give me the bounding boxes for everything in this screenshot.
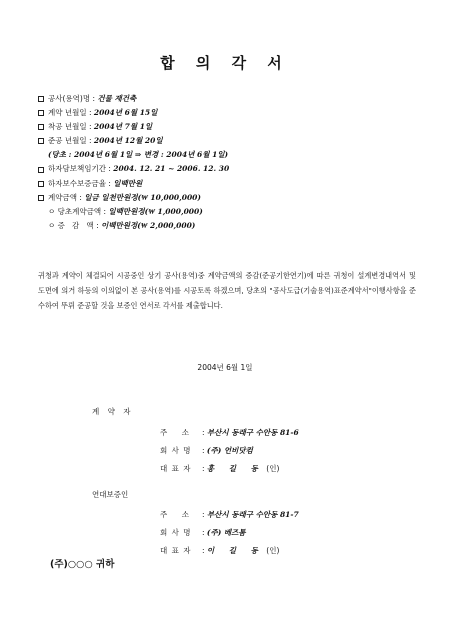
pledge-paragraph: 귀청과 계약이 체결되어 시공중인 상기 공사(용역)중 계약금액의 증감(준공기한연기)에 따른 귀청이 설계변경내역서 및 도면에 의거 하등의 이의없이 본 공사(용역)를 시공토록 하겠으며, 당초의 "공사도급(기술용역)표준계약서"이행사항을 준수하여 뚜뤼 준공할 것을 보증인 연서로 각서를 제출합니다.: [38, 271, 416, 310]
item-label: 하자담보책임기간: [48, 164, 106, 174]
field-label: 회 사 명: [160, 528, 192, 537]
note-text: (당초 : 2004년 6월 1일 ⇒ 변경 : 2004년 6월 1일): [48, 150, 229, 160]
field-label: 대 표 자: [160, 546, 192, 555]
item-value: 건물 재건축: [97, 94, 137, 103]
item-value: 2004년 6월 15일: [93, 108, 158, 118]
field-label: 대 표 자: [160, 464, 192, 473]
document-title: 합 의 각 서: [160, 54, 290, 72]
item-label: 당초계약금액: [57, 206, 102, 216]
item-start-date: 착공 년월일 : 2004년 7월 1일: [38, 120, 229, 134]
guarantor-address: 주 소 : 부산시 동래구 수안동 81-7: [160, 510, 299, 519]
item-label: 계약금액: [48, 192, 77, 202]
checkbox-icon: [38, 96, 44, 102]
seal-mark: (인): [266, 464, 280, 473]
field-value: (주) 언비닷컴: [206, 446, 253, 455]
seal-mark: (인): [266, 546, 280, 555]
addressee: (주)○○○ 귀하: [50, 559, 115, 570]
checkbox-icon: [38, 110, 44, 116]
guarantor-heading: 연대보증인: [92, 490, 129, 499]
field-value: 부산시 동래구 수안동 81-6: [206, 428, 299, 437]
contractor-address: 주 소 : 부산시 동래구 수안동 81-6: [160, 428, 299, 437]
item-contract-date: 계약 년월일 : 2004년 6월 15일: [38, 106, 229, 120]
item-label: 준공 년월일: [48, 136, 87, 146]
item-value: 일백만원: [113, 178, 143, 188]
item-warranty-deposit: 하자보수보증금율 : 일백만원: [38, 177, 229, 191]
contractor-company: 회 사 명 : (주) 언비닷컴: [160, 446, 253, 455]
item-contract-amount: 계약금액 : 일금 일천만원정(₩ 10,000,000): [38, 191, 229, 205]
field-label: 주 소: [160, 428, 191, 437]
item-project-name: 공사(용역)명 : 건물 재건축: [38, 92, 229, 106]
field-value: 부산시 동래구 수안동 81-7: [206, 510, 299, 519]
checkbox-icon: [38, 138, 44, 144]
field-value: (주) 베즈톰: [206, 528, 246, 537]
checkbox-icon: [38, 124, 44, 130]
item-change-amount: ㅇ 증 감 액 : 이백만원정(₩ 2,000,000): [38, 219, 229, 233]
document-date: 2004년 6월 1일: [197, 363, 253, 372]
guarantor-company: 회 사 명 : (주) 베즈톰: [160, 528, 246, 537]
field-value: 홍 길 동: [206, 464, 264, 473]
checkbox-icon: [38, 167, 44, 173]
bullet-icon: ㅇ: [48, 220, 58, 230]
item-label: 계약 년월일: [48, 108, 87, 118]
item-label: 증 감 액: [57, 220, 94, 230]
item-value: 일백만원정(₩ 1,000,000): [108, 206, 203, 216]
item-list: [38, 92, 229, 233]
item-value: 이백만원정(₩ 2,000,000): [100, 220, 196, 230]
checkbox-icon: [38, 195, 44, 201]
item-value: 2004. 12. 21 ~ 2006. 12. 30: [113, 164, 230, 174]
item-warranty-period: 하자담보책임기간 : 2004. 12. 21 ~ 2006. 12. 30: [38, 162, 229, 176]
field-value: 이 길 동: [206, 546, 264, 555]
date-change-note: [38, 148, 229, 162]
item-label: 공사(용역)명: [48, 94, 91, 103]
contractor-heading: 계 약 자: [92, 407, 134, 416]
item-value: 2004년 7월 1일: [93, 122, 153, 132]
item-value: 2004년 12월 20일: [93, 136, 163, 146]
bullet-icon: ㅇ: [48, 206, 58, 216]
item-label: 착공 년월일: [48, 122, 87, 132]
item-label: 하자보수보증금율: [48, 178, 106, 188]
checkbox-icon: [38, 181, 44, 187]
item-completion-date: 준공 년월일 : 2004년 12월 20일: [38, 134, 229, 148]
field-label: 주 소: [160, 510, 191, 519]
contractor-representative: 대 표 자 : 홍 길 동 (인): [160, 464, 280, 473]
field-label: 회 사 명: [160, 446, 192, 455]
guarantor-representative: 대 표 자 : 이 길 동 (인): [160, 546, 280, 555]
item-original-amount: ㅇ 당초계약금액 : 일백만원정(₩ 1,000,000): [38, 205, 229, 219]
item-value: 일금 일천만원정(₩ 10,000,000): [84, 192, 201, 202]
